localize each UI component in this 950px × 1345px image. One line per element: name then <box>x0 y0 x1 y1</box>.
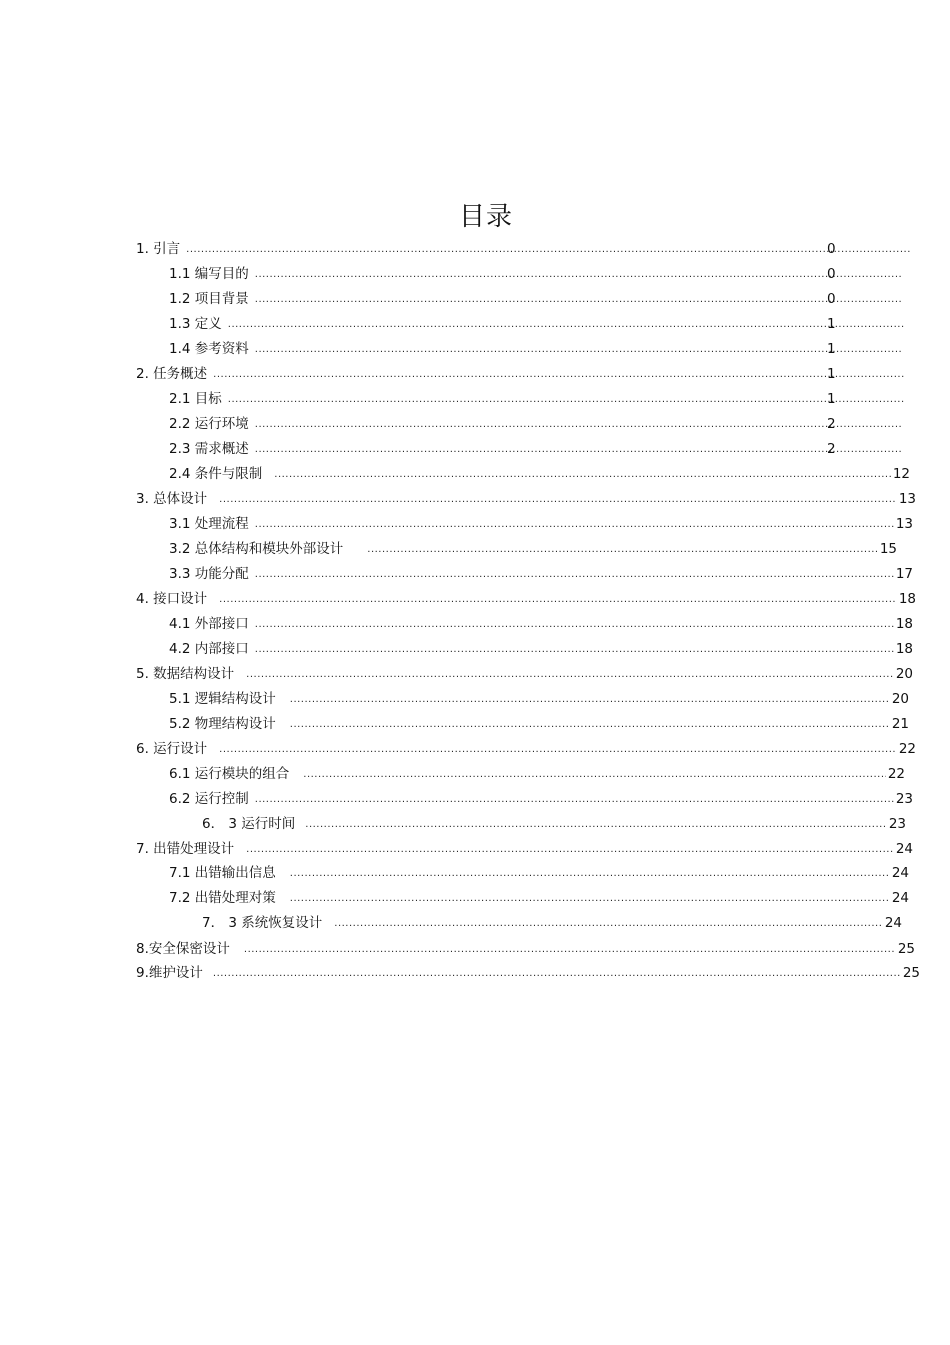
toc-entry[interactable] <box>169 764 905 784</box>
dot-leader <box>219 740 897 760</box>
dot-leader <box>246 840 894 860</box>
toc-entry-page: 1 <box>827 391 836 407</box>
toc-entry-label: 1.1 编写目的 <box>169 266 249 282</box>
dot-leader <box>255 565 894 585</box>
dot-leader <box>255 640 894 660</box>
toc-entry-page: 13 <box>898 491 916 507</box>
toc-entry-label: 7. 出错处理设计 <box>136 841 235 857</box>
dot-leader <box>290 889 890 909</box>
dot-leader <box>255 290 902 310</box>
toc-entry-label: 2. 任务概述 <box>136 366 208 382</box>
toc-entry[interactable] <box>169 863 909 883</box>
toc-entry-label: 5. 数据结构设计 <box>136 666 235 682</box>
toc-entry-page: 20 <box>895 666 913 682</box>
dot-leader <box>290 715 890 735</box>
toc-entry[interactable] <box>169 639 913 659</box>
toc-entry-page: 18 <box>895 641 913 657</box>
toc-entry-page: 24 <box>895 841 913 857</box>
toc-entry[interactable] <box>169 264 904 284</box>
toc-entry[interactable] <box>202 913 902 933</box>
toc-entry[interactable] <box>169 514 913 534</box>
toc-entry-page: 23 <box>895 791 913 807</box>
dot-leader <box>246 665 894 685</box>
dot-leader <box>255 440 902 460</box>
dot-leader <box>255 515 894 535</box>
toc-entry-page: 1 <box>827 341 836 357</box>
toc-entry-label: 3.2 总体结构和模块外部设计 <box>169 541 344 557</box>
toc-entry-label: 8.安全保密设计 <box>136 941 230 957</box>
dot-leader <box>305 815 887 835</box>
dot-leader <box>290 864 890 884</box>
toc-entry[interactable] <box>136 664 913 684</box>
toc-entry[interactable] <box>169 464 910 484</box>
toc-entry-page: 0 <box>827 266 836 282</box>
toc-entry[interactable] <box>169 789 913 809</box>
toc-entry-page: 20 <box>891 691 909 707</box>
toc-entry-page: 2 <box>827 441 836 457</box>
toc-entry-page: 13 <box>895 516 913 532</box>
toc-entry-page: 21 <box>891 716 909 732</box>
dot-leader <box>255 415 902 435</box>
toc-entry-label: 4.2 内部接口 <box>169 641 249 657</box>
toc-entry-label: 7． 3 系统恢复设计 <box>202 915 323 931</box>
toc-entry-label: 4. 接口设计 <box>136 591 208 607</box>
toc-entry-page: 1 <box>827 366 836 382</box>
toc-entry[interactable] <box>169 564 913 584</box>
toc-entry[interactable] <box>169 389 907 409</box>
toc-entry-page: 0 <box>827 291 836 307</box>
toc-entry[interactable] <box>136 489 916 509</box>
toc-entry[interactable] <box>136 739 916 759</box>
dot-leader <box>255 790 894 810</box>
toc-entry[interactable] <box>169 289 904 309</box>
toc-entry[interactable] <box>169 888 909 908</box>
toc-entry[interactable] <box>169 539 897 559</box>
toc-entry[interactable] <box>136 939 915 959</box>
toc-entry-page: 18 <box>898 591 916 607</box>
toc-entry-label: 1.4 参考资料 <box>169 341 249 357</box>
dot-leader <box>274 465 891 485</box>
toc-entry-label: 3.3 功能分配 <box>169 566 249 582</box>
dot-leader <box>186 240 910 260</box>
dot-leader <box>255 615 894 635</box>
toc-entry-label: 1. 引言 <box>136 241 181 257</box>
toc-entry-page: 24 <box>891 890 909 906</box>
toc-entry[interactable] <box>136 589 916 609</box>
dot-leader <box>213 964 901 984</box>
toc-entry-label: 3. 总体设计 <box>136 491 208 507</box>
toc-entry-page: 25 <box>897 941 915 957</box>
dot-leader <box>290 690 890 710</box>
toc-entry-label: 9.维护设计 <box>136 965 203 981</box>
toc-entry[interactable] <box>169 314 907 334</box>
toc-entry[interactable] <box>169 439 904 459</box>
toc-entry[interactable] <box>136 239 912 259</box>
toc-entry-page: 25 <box>902 965 920 981</box>
dot-leader <box>255 340 902 360</box>
dot-leader <box>367 540 878 560</box>
toc-entry-label: 2.2 运行环境 <box>169 416 249 432</box>
toc-entry[interactable] <box>169 689 909 709</box>
toc-entry-label: 6.1 运行模块的组合 <box>169 766 290 782</box>
toc-entry-label: 6.2 运行控制 <box>169 791 249 807</box>
toc-entry-label: 2.4 条件与限制 <box>169 466 263 482</box>
toc-entry-label: 6． 3 运行时间 <box>202 816 296 832</box>
toc-entry-page: 12 <box>892 466 910 482</box>
toc-entry-page: 24 <box>884 915 902 931</box>
toc-entry-page: 22 <box>898 741 916 757</box>
toc-entry[interactable] <box>169 339 904 359</box>
dot-leader <box>255 265 902 285</box>
toc-entry-label: 5.2 物理结构设计 <box>169 716 276 732</box>
toc-entry[interactable] <box>169 414 904 434</box>
toc-entry-page: 0 <box>827 241 836 257</box>
dot-leader <box>244 940 896 960</box>
dot-leader <box>213 365 905 385</box>
toc-title: 目录 <box>458 202 513 232</box>
toc-entry-page: 2 <box>827 416 836 432</box>
toc-entry[interactable] <box>169 714 909 734</box>
toc-entry-page: 23 <box>888 816 906 832</box>
toc-entry-page: 17 <box>895 566 913 582</box>
toc-entry-label: 6. 运行设计 <box>136 741 208 757</box>
toc-entry-page: 18 <box>895 616 913 632</box>
toc-entry-label: 7.1 出错输出信息 <box>169 865 276 881</box>
toc-entry-label: 4.1 外部接口 <box>169 616 249 632</box>
toc-entry-page: 24 <box>891 865 909 881</box>
dot-leader <box>303 765 886 785</box>
toc-entry[interactable] <box>136 839 913 859</box>
toc-entry-page: 15 <box>879 541 897 557</box>
toc-entry[interactable] <box>202 814 906 834</box>
toc-entry-label: 3.1 处理流程 <box>169 516 249 532</box>
toc-entry-label: 2.3 需求概述 <box>169 441 249 457</box>
dot-leader <box>228 390 905 410</box>
toc-entry[interactable] <box>136 364 907 384</box>
toc-entry-page: 22 <box>887 766 905 782</box>
toc-entry-label: 2.1 目标 <box>169 391 222 407</box>
toc-entry-label: 5.1 逻辑结构设计 <box>169 691 276 707</box>
toc-entry-page: 1 <box>827 316 836 332</box>
dot-leader <box>334 914 883 934</box>
toc-entry[interactable] <box>169 614 913 634</box>
toc-entry-label: 7.2 出错处理对策 <box>169 890 276 906</box>
toc-entry-label: 1.2 项目背景 <box>169 291 249 307</box>
toc-entry-label: 1.3 定义 <box>169 316 222 332</box>
dot-leader <box>219 590 897 610</box>
toc-entry[interactable] <box>136 963 920 983</box>
dot-leader <box>228 315 905 335</box>
dot-leader <box>219 490 897 510</box>
